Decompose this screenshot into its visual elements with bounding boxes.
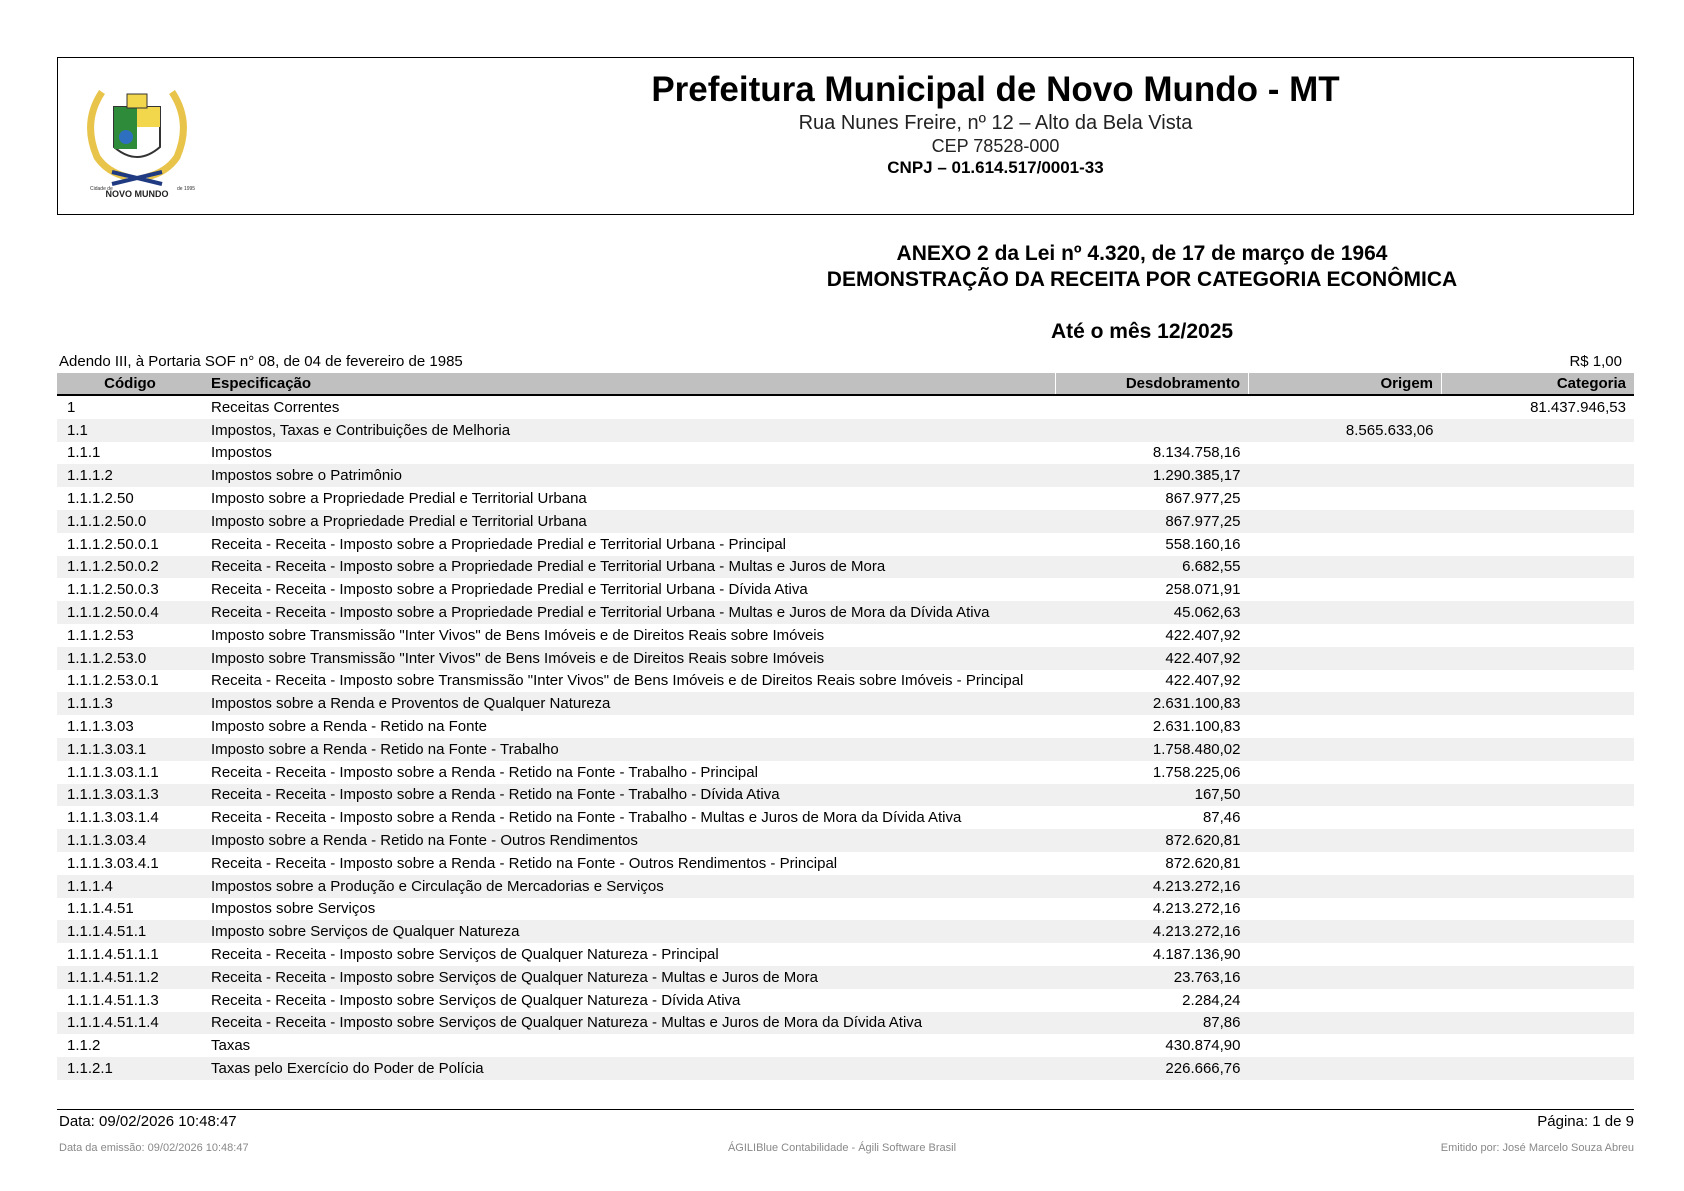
cell-specification: Receita - Receita - Imposto sobre Serviços de Qualquer Natureza - Multas e Juros de Mora <box>203 966 1056 989</box>
cell-category <box>1442 487 1635 510</box>
cell-origin <box>1249 806 1442 829</box>
cell-category <box>1442 1057 1635 1080</box>
cell-breakdown: 1.758.480,02 <box>1056 738 1249 761</box>
cell-code: 1.1.1.4.51.1.1 <box>67 946 159 964</box>
cell-origin <box>1249 738 1442 761</box>
cell-code: 1.1.1.3.03.1.4 <box>67 809 159 827</box>
cell-origin <box>1249 395 1442 419</box>
table-row <box>57 920 1634 943</box>
cell-origin <box>1249 875 1442 898</box>
cell-specification: Impostos sobre Serviços <box>211 900 376 918</box>
cell-specification: Receita - Receita - Imposto sobre a Propriedade Predial e Territorial Urbana - Dívida Ativa <box>211 581 808 599</box>
cell-code: 1.1.2.1 <box>57 1057 203 1080</box>
report-title-line2: DEMONSTRAÇÃO DA RECEITA POR CATEGORIA ECONÔMICA <box>826 268 1458 291</box>
cell-category <box>1442 738 1635 761</box>
cell-breakdown: 4.187.136,90 <box>1152 946 1241 964</box>
table-row <box>57 738 1634 761</box>
cell-category <box>1442 761 1635 784</box>
cell-code: 1.1.1.4 <box>57 875 203 898</box>
emission-date: Data da emissão: 09/02/2026 10:48:47 <box>59 1142 249 1154</box>
cell-breakdown: 226.666,76 <box>1056 1057 1249 1080</box>
cep: CEP 78528-000 <box>931 136 1060 156</box>
table-row <box>57 806 1634 829</box>
cell-specification: Imposto sobre Serviços de Qualquer Natureza <box>203 920 1056 943</box>
table-row <box>57 966 1634 989</box>
cell-origin <box>1249 556 1442 579</box>
cell-specification: Imposto sobre a Propriedade Predial e Territorial Urbana <box>203 510 1056 533</box>
col-header-specification: Especificação <box>203 373 1056 395</box>
address: Rua Nunes Freire, nº 12 – Alto da Bela Vista <box>798 112 1193 134</box>
cell-specification: Receita - Receita - Imposto sobre Serviços de Qualquer Natureza - Dívida Ativa <box>211 991 741 1009</box>
cell-category <box>1442 578 1635 601</box>
table-row <box>57 1034 1634 1057</box>
footer-date: Data: 09/02/2026 10:48:47 <box>59 1113 237 1130</box>
report-title <box>600 241 1684 293</box>
cell-breakdown: 430.874,90 <box>1165 1037 1241 1055</box>
cell-origin <box>1249 829 1442 852</box>
cell-breakdown: 422.407,92 <box>1056 647 1249 670</box>
cell-specification: Receita - Receita - Imposto sobre a Renda - Retido na Fonte - Trabalho - Multas e Juros de Mora da Dívida Ativa <box>211 809 962 827</box>
cell-origin <box>1249 578 1442 601</box>
cell-breakdown: 4.213.272,16 <box>1152 900 1241 918</box>
table-row <box>57 829 1634 852</box>
cell-code: 1.1.1.2.53.0 <box>57 647 203 670</box>
cell-origin <box>1249 647 1442 670</box>
cell-code: 1.1.1.4.51.1.2 <box>57 966 203 989</box>
cell-code: 1.1.1.4.51.1 <box>57 920 203 943</box>
table-header-row <box>57 373 1634 395</box>
table-row <box>57 510 1634 533</box>
table-row <box>57 875 1634 898</box>
cell-code: 1.1.1.2.50.0.1 <box>67 535 159 553</box>
cell-code: 1 <box>67 398 76 416</box>
cell-specification: Impostos, Taxas e Contribuições de Melhoria <box>203 419 1056 442</box>
cell-specification: Receita - Receita - Imposto sobre a Propriedade Predial e Territorial Urbana - Multas e Juros de Mora <box>203 556 1056 579</box>
cell-breakdown: 2.631.100,83 <box>1056 692 1249 715</box>
cell-specification: Impostos <box>211 444 272 462</box>
cell-breakdown: 1.290.385,17 <box>1056 464 1249 487</box>
software-credit: ÁGILIBlue Contabilidade - Ágili Software Brasil <box>727 1142 957 1154</box>
cell-breakdown: 2.284,24 <box>1182 991 1241 1009</box>
cell-code: 1.1.2 <box>67 1037 101 1055</box>
report-subtitle: Adendo III, à Portaria SOF n° 08, de 04 de fevereiro de 1985 <box>59 353 463 370</box>
table-row <box>57 784 1634 807</box>
cell-category <box>1442 966 1635 989</box>
cell-specification: Impostos sobre o Patrimônio <box>203 464 1056 487</box>
cell-category <box>1442 715 1635 738</box>
cell-breakdown: 6.682,55 <box>1056 556 1249 579</box>
cell-code: 1.1 <box>57 419 203 442</box>
cell-specification: Taxas pelo Exercício do Poder de Polícia <box>203 1057 1056 1080</box>
cell-origin: 8.565.633,06 <box>1249 419 1442 442</box>
cell-breakdown: 872.620,81 <box>1056 829 1249 852</box>
cell-category <box>1442 692 1635 715</box>
cell-category <box>1442 784 1635 807</box>
cell-breakdown <box>1056 395 1249 419</box>
cell-code: 1.1.1.2.50.0.2 <box>57 556 203 579</box>
cell-specification: Receita - Receita - Imposto sobre a Renda - Retido na Fonte - Trabalho - Dívida Ativa <box>203 784 1056 807</box>
cell-origin <box>1249 487 1442 510</box>
municipality-title: Prefeitura Municipal de Novo Mundo - MT <box>651 70 1340 109</box>
table-row <box>57 487 1634 510</box>
cell-origin <box>1249 966 1442 989</box>
cell-specification: Receita - Receita - Imposto sobre Transmissão "Inter Vivos" de Bens Imóveis e de Direitos Reais sobre Imóveis - Principal <box>211 672 1024 690</box>
cell-breakdown: 8.134.758,16 <box>1152 444 1241 462</box>
revenue-table <box>57 373 1634 1080</box>
table-row <box>57 533 1634 556</box>
table-row <box>57 1012 1634 1035</box>
svg-text:de 1995: de 1995 <box>177 186 196 192</box>
footer-divider <box>57 1109 1634 1110</box>
currency-unit: R$ 1,00 <box>1569 353 1622 370</box>
cell-category <box>1442 806 1635 829</box>
cell-category <box>1442 898 1635 921</box>
page-number: Página: 1 de 9 <box>1537 1113 1634 1130</box>
cell-breakdown: 87,86 <box>1056 1012 1249 1035</box>
cell-breakdown: 422.407,92 <box>1165 626 1241 644</box>
table-row <box>57 715 1634 738</box>
cell-category <box>1442 419 1635 442</box>
cell-code: 1.1.1.2.50.0.4 <box>57 601 203 624</box>
cell-origin <box>1249 692 1442 715</box>
cell-code: 1.1.1.3.03.1.1 <box>67 763 159 781</box>
cell-specification: Receitas Correntes <box>211 398 340 416</box>
svg-text:NOVO MUNDO: NOVO MUNDO <box>105 189 169 199</box>
col-header-breakdown: Desdobramento <box>1056 373 1249 395</box>
cell-category <box>1442 670 1635 693</box>
cell-origin <box>1249 670 1442 693</box>
cell-category: 81.437.946,53 <box>1530 398 1626 416</box>
table-row <box>57 852 1634 875</box>
cell-specification: Receita - Receita - Imposto sobre Serviços de Qualquer Natureza - Multas e Juros de Mora da Dívida Ativa <box>203 1012 1056 1035</box>
cell-breakdown: 1.758.225,06 <box>1152 763 1241 781</box>
cell-category <box>1442 533 1635 556</box>
cell-category <box>1442 647 1635 670</box>
cell-code: 1.1.1 <box>67 444 101 462</box>
report-title-line1: ANEXO 2 da Lei nº 4.320, de 17 de março de 1964 <box>896 242 1388 265</box>
table-row <box>57 898 1634 921</box>
cell-origin <box>1249 989 1442 1012</box>
cell-category <box>1442 1012 1635 1035</box>
cell-category <box>1442 601 1635 624</box>
cell-code: 1.1.1.2.50 <box>67 490 134 508</box>
cell-origin <box>1249 943 1442 966</box>
cell-category <box>1442 829 1635 852</box>
report-period: Até o mês 12/2025 <box>1050 320 1234 343</box>
issued-by: Emitido por: José Marcelo Souza Abreu <box>1440 1142 1634 1154</box>
header-box <box>57 57 1634 215</box>
cell-code: 1.1.1.2 <box>57 464 203 487</box>
cell-category <box>1442 556 1635 579</box>
cell-origin <box>1249 1012 1442 1035</box>
cell-breakdown: 867.977,25 <box>1056 510 1249 533</box>
cell-code: 1.1.1.4.51.1.4 <box>57 1012 203 1035</box>
cell-breakdown: 23.763,16 <box>1056 966 1249 989</box>
cell-category <box>1442 852 1635 875</box>
cell-specification: Receita - Receita - Imposto sobre a Propriedade Predial e Territorial Urbana - Multas e Juros de Mora da Dívida Ativa <box>203 601 1056 624</box>
cell-origin <box>1249 920 1442 943</box>
table-row <box>57 395 1634 419</box>
cell-origin <box>1249 1057 1442 1080</box>
cell-code: 1.1.1.3.03.1.3 <box>57 784 203 807</box>
table-row <box>57 442 1634 465</box>
cell-origin <box>1249 761 1442 784</box>
cell-specification: Imposto sobre a Renda - Retido na Fonte - Trabalho <box>203 738 1056 761</box>
cell-origin <box>1249 898 1442 921</box>
cell-specification: Receita - Receita - Imposto sobre Serviços de Qualquer Natureza - Principal <box>211 946 719 964</box>
cell-code: 1.1.1.3.03 <box>67 718 134 736</box>
cell-category <box>1442 510 1635 533</box>
cell-origin <box>1249 624 1442 647</box>
table-row <box>57 556 1634 579</box>
table-row <box>57 692 1634 715</box>
col-header-origin: Origem <box>1249 373 1442 395</box>
cell-breakdown: 872.620,81 <box>1165 854 1241 872</box>
cell-breakdown: 87,46 <box>1202 809 1241 827</box>
cell-code: 1.1.1.3 <box>57 692 203 715</box>
cell-specification: Imposto sobre a Renda - Retido na Fonte <box>211 718 487 736</box>
cell-breakdown: 167,50 <box>1056 784 1249 807</box>
cell-origin <box>1249 464 1442 487</box>
table-row <box>57 670 1634 693</box>
cell-specification: Impostos sobre a Renda e Proventos de Qualquer Natureza <box>203 692 1056 715</box>
cell-code: 1.1.1.2.50.0 <box>57 510 203 533</box>
cell-specification: Imposto sobre Transmissão "Inter Vivos" de Bens Imóveis e de Direitos Reais sobre Imóveis <box>211 626 825 644</box>
table-row <box>57 624 1634 647</box>
table-row <box>57 578 1634 601</box>
cell-code: 1.1.1.2.50.0.3 <box>67 581 159 599</box>
cell-code: 1.1.1.2.53.0.1 <box>67 672 159 690</box>
cell-specification: Impostos sobre a Produção e Circulação de Mercadorias e Serviços <box>203 875 1056 898</box>
cell-specification: Imposto sobre a Renda - Retido na Fonte - Outros Rendimentos <box>203 829 1056 852</box>
cell-code: 1.1.1.3.03.1 <box>57 738 203 761</box>
table-row <box>57 647 1634 670</box>
cell-breakdown: 867.977,25 <box>1165 490 1241 508</box>
cell-code: 1.1.1.2.53 <box>67 626 134 644</box>
cell-origin <box>1249 784 1442 807</box>
cell-origin <box>1249 442 1442 465</box>
cell-breakdown: 45.062,63 <box>1056 601 1249 624</box>
cell-breakdown <box>1056 419 1249 442</box>
cell-specification: Imposto sobre a Propriedade Predial e Territorial Urbana <box>211 490 587 508</box>
table-row <box>57 419 1634 442</box>
cell-breakdown: 2.631.100,83 <box>1152 718 1241 736</box>
cell-category <box>1442 624 1635 647</box>
cell-origin <box>1249 533 1442 556</box>
cell-origin <box>1249 1034 1442 1057</box>
cell-code: 1.1.1.3.03.4 <box>57 829 203 852</box>
cell-origin <box>1249 715 1442 738</box>
svg-text:Cidade de: Cidade de <box>90 186 113 192</box>
cell-category <box>1442 875 1635 898</box>
cell-origin <box>1249 852 1442 875</box>
cell-origin <box>1249 601 1442 624</box>
cell-breakdown: 258.071,91 <box>1165 581 1241 599</box>
table-row <box>57 943 1634 966</box>
cnpj: CNPJ – 01.614.517/0001-33 <box>887 158 1104 177</box>
table-row <box>57 1057 1634 1080</box>
cell-category <box>1442 989 1635 1012</box>
cell-category <box>1442 442 1635 465</box>
cell-specification: Receita - Receita - Imposto sobre a Propriedade Predial e Territorial Urbana - Principal <box>211 535 786 553</box>
col-header-code: Código <box>57 373 203 395</box>
table-row <box>57 601 1634 624</box>
cell-breakdown: 4.213.272,16 <box>1056 875 1249 898</box>
cell-breakdown: 422.407,92 <box>1165 672 1241 690</box>
cell-category <box>1442 1034 1635 1057</box>
cell-code: 1.1.1.4.51.1.3 <box>67 991 159 1009</box>
table-row <box>57 464 1634 487</box>
table-row <box>57 761 1634 784</box>
cell-breakdown: 4.213.272,16 <box>1056 920 1249 943</box>
cell-specification: Receita - Receita - Imposto sobre a Renda - Retido na Fonte - Outros Rendimentos - Principal <box>211 854 838 872</box>
col-header-category: Categoria <box>1442 373 1635 395</box>
cell-origin <box>1249 510 1442 533</box>
cell-specification: Receita - Receita - Imposto sobre a Renda - Retido na Fonte - Trabalho - Principal <box>211 763 758 781</box>
cell-category <box>1442 943 1635 966</box>
cell-breakdown: 558.160,16 <box>1165 535 1241 553</box>
header-text-block <box>58 69 1633 179</box>
cell-specification: Taxas <box>211 1037 251 1055</box>
cell-code: 1.1.1.3.03.4.1 <box>67 854 159 872</box>
cell-specification: Imposto sobre Transmissão "Inter Vivos" de Bens Imóveis e de Direitos Reais sobre Imóveis <box>203 647 1056 670</box>
cell-category <box>1442 920 1635 943</box>
table-row <box>57 989 1634 1012</box>
cell-code: 1.1.1.4.51 <box>67 900 134 918</box>
cell-category <box>1442 464 1635 487</box>
